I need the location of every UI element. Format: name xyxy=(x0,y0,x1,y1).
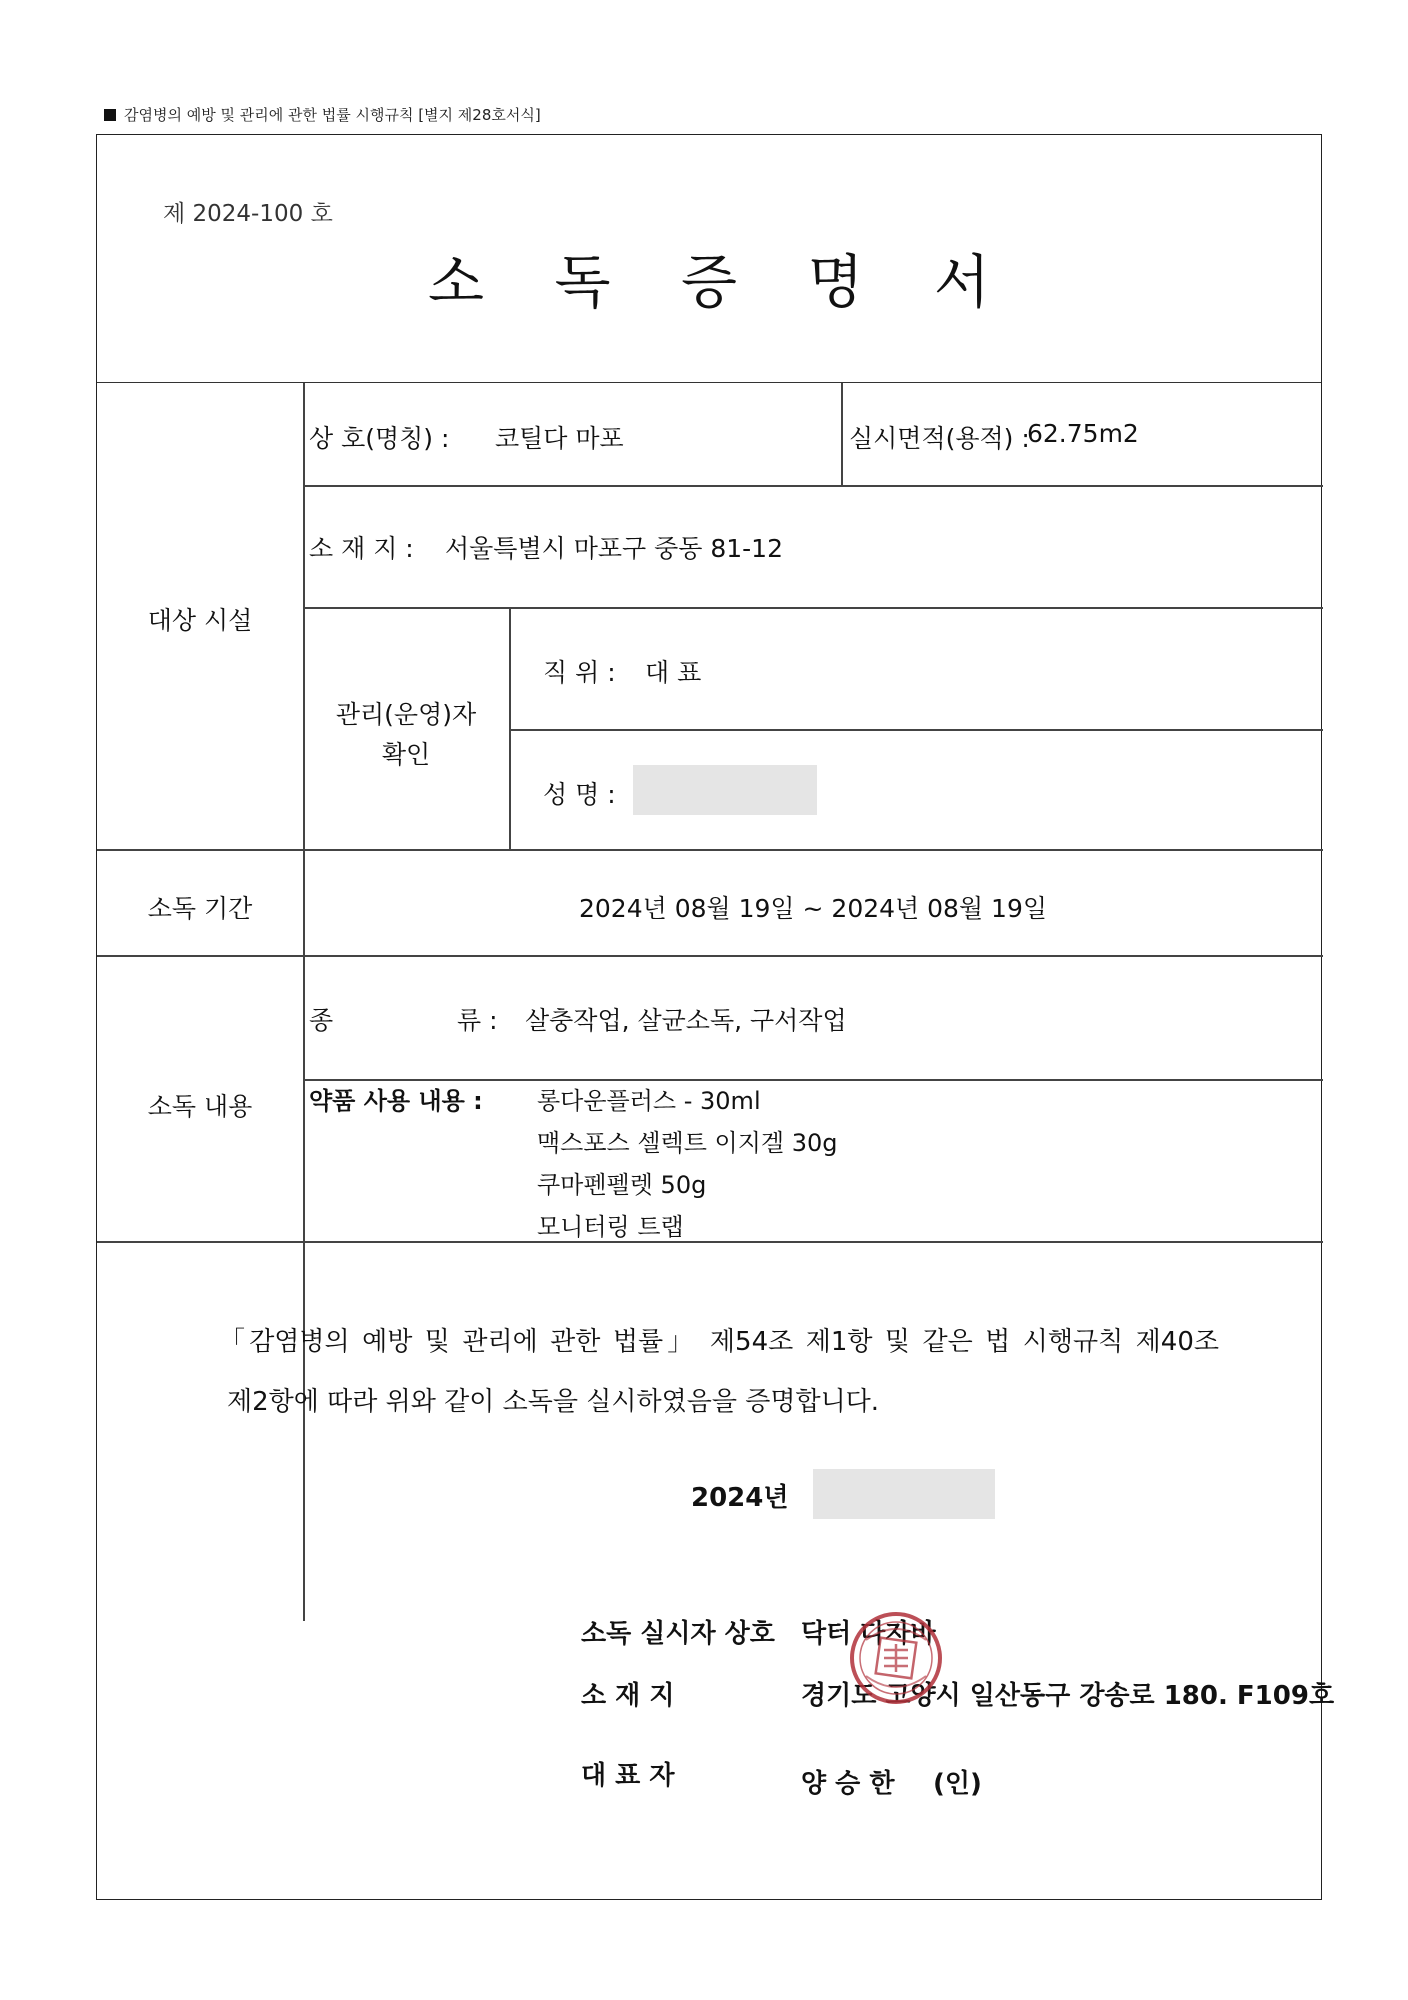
certification-date-year: 2024년 xyxy=(691,1483,789,1513)
business-name-value: 코틸다 마포 xyxy=(495,424,624,453)
row-divider-name xyxy=(303,485,1323,487)
chemical-item: 쿠마펜펠렛 50g xyxy=(537,1171,707,1199)
type-value: 살충작업, 살균소독, 구서작업 xyxy=(525,1006,847,1035)
seal-mark: (인) xyxy=(933,1769,982,1799)
facility-address-label: 소 재 지 : xyxy=(309,534,414,563)
redacted-person-name xyxy=(633,765,817,815)
area-label: 실시면적(용적) : xyxy=(849,424,1030,453)
contents-label: 소독 내용 xyxy=(147,1092,253,1121)
person-name-label: 성 명 : xyxy=(543,780,616,809)
form-reference: 감염병의 예방 및 관리에 관한 법률 시행규칙 [별지 제28호서식] xyxy=(104,104,541,125)
certification-line-2: 제2항에 따라 위와 같이 소독을 실시하였음을 증명합니다. xyxy=(227,1387,880,1417)
manager-column-divider xyxy=(509,607,511,849)
redacted-date xyxy=(813,1469,995,1519)
facility-section-label: 대상 시설 xyxy=(147,606,253,635)
position-label: 직 위 : xyxy=(543,658,616,687)
row-divider-contents xyxy=(97,1241,1323,1243)
manager-label-line1: 관리(운영)자 xyxy=(335,700,477,729)
signer-address-value: 경기도 고양시 일산동구 강송로 180. F109호 xyxy=(801,1681,1335,1711)
area-value: 62.75m2 xyxy=(1027,419,1139,448)
chemicals-label: 약품 사용 내용 : xyxy=(309,1087,483,1115)
left-column-divider xyxy=(303,383,305,1621)
row-divider-period xyxy=(97,955,1323,957)
square-bullet-icon xyxy=(104,109,116,121)
type-label-first: 종 xyxy=(309,1006,334,1035)
row-divider-facility xyxy=(97,849,1323,851)
company-seal-stamp-icon xyxy=(848,1610,944,1706)
type-label-last: 류 : xyxy=(457,1006,498,1035)
document-number: 제 2024-100 호 xyxy=(163,201,333,227)
document-title: 소 독 증 명 서 xyxy=(428,248,1016,316)
signer-company-label: 소독 실시자 상호 xyxy=(581,1619,775,1649)
signer-rep-value: 양 승 한 xyxy=(801,1769,895,1799)
signer-address-label: 소 재 지 xyxy=(581,1681,675,1711)
period-value: 2024년 08월 19일 ~ 2024년 08월 19일 xyxy=(578,894,1048,923)
chemical-item: 롱다운플러스 - 30ml xyxy=(537,1087,761,1115)
row-divider-position xyxy=(509,729,1323,731)
name-area-divider xyxy=(841,383,843,485)
row-divider-address xyxy=(303,607,1323,609)
signer-rep-label: 대 표 자 xyxy=(581,1761,675,1791)
certification-line-1: 「감염병의 예방 및 관리에 관한 법률」 제54조 제1항 및 같은 법 시행규칙 제40조 xyxy=(219,1327,1219,1357)
chemical-item: 모니터링 트랩 xyxy=(537,1213,684,1241)
period-label: 소독 기간 xyxy=(147,894,253,923)
manager-label-line2: 확인 xyxy=(381,740,431,769)
certificate-frame xyxy=(96,134,1335,1900)
position-value: 대 표 xyxy=(645,658,702,687)
facility-address-value: 서울특별시 마포구 중동 81-12 xyxy=(445,534,783,563)
signer-company-value: 닥터 다자바 xyxy=(801,1619,936,1649)
document-header xyxy=(97,135,1321,383)
chemical-item: 맥스포스 셀렉트 이지겔 30g xyxy=(537,1129,838,1157)
business-name-label: 상 호(명칭) : xyxy=(309,424,450,453)
